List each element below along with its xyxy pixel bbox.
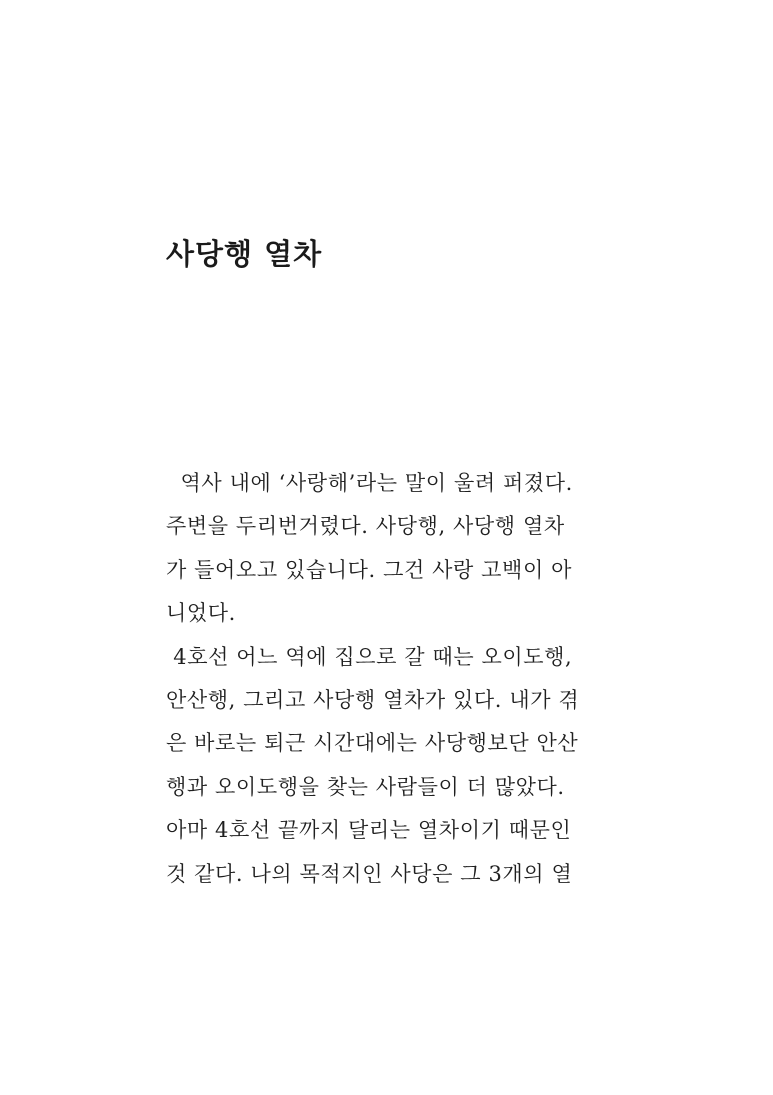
text-line: 은 바로는 퇴근 시간대에는 사당행보단 안산 (166, 731, 579, 756)
text-line: 역사 내에 ‘사랑해’라는 말이 울려 퍼졌다. (166, 471, 573, 495)
text-line: 주변을 두리번거렸다. 사당행, 사당행 열차 (166, 514, 565, 539)
chapter-title: 사당행 열차 (166, 237, 323, 271)
text-line: 행과 오이도행을 찾는 사람들이 더 많았다. (166, 774, 565, 799)
text-line: 것 같다. 나의 목적지인 사당은 그 3개의 열 (166, 861, 573, 886)
text-line: 4호선 어느 역에 집으로 갈 때는 오이도행, (166, 644, 573, 669)
text-line: 안산행, 그리고 사당행 열차가 있다. 내가 겪 (166, 687, 580, 712)
text-line: 가 들어오고 있습니다. 그건 사랑 고백이 아 (166, 557, 572, 582)
body-text (166, 462, 616, 896)
text-line: 아마 4호선 끝까지 달리는 열차이기 때문인 (166, 818, 572, 843)
text-line: 니었다. (166, 601, 236, 626)
